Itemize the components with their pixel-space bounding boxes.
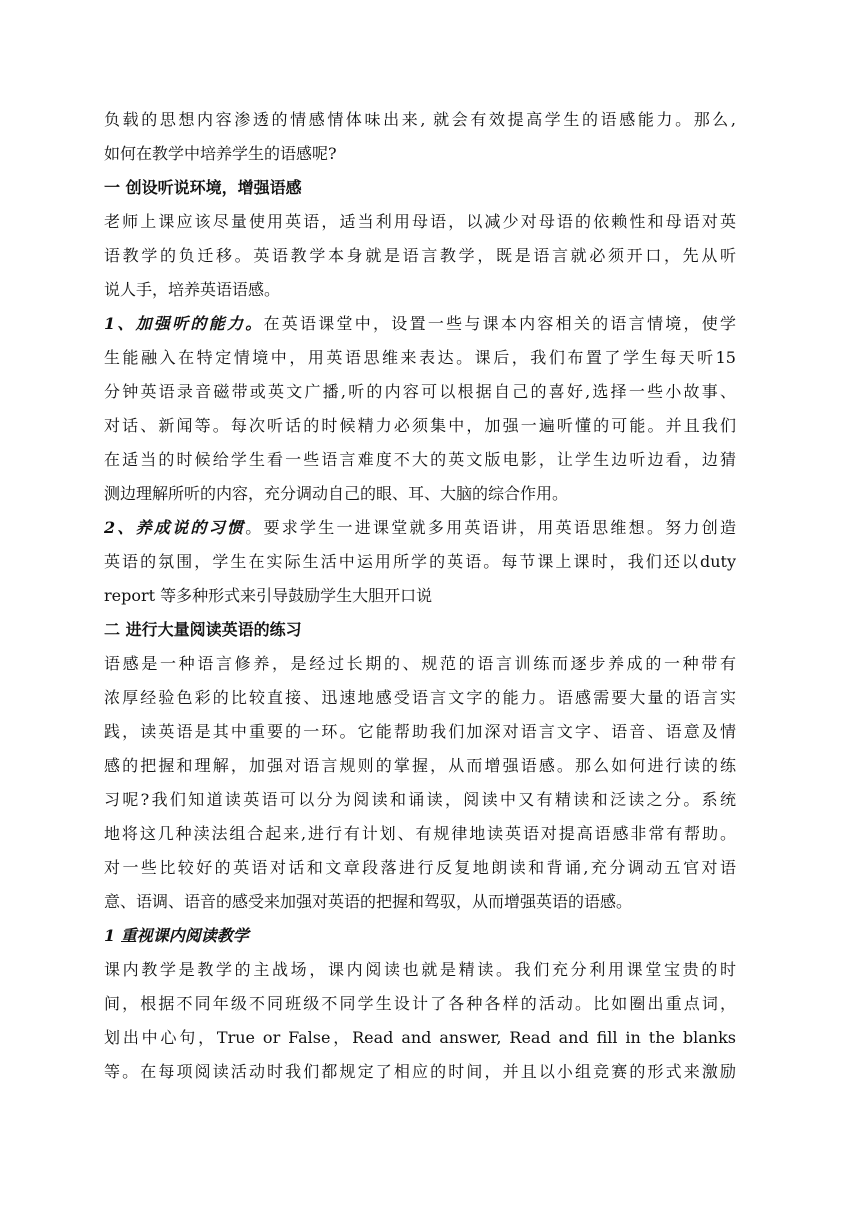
- subsection-line: [104, 518, 736, 538]
- paragraph-line: 习呢?我们知道读英语可以分为阅读和诵读，阅读中又有精读和泛读之分。系统: [104, 790, 736, 809]
- paragraph-line: 如何在教学中培养学生的语感呢?: [104, 144, 337, 163]
- paragraph-line: 分钟英语录音磁带或英文广播,听的内容可以根据自己的喜好,选择一些小故事、: [104, 382, 736, 401]
- paragraph-line: 在适当的时候给学生看一些语言难度不大的英文版电影，让学生边听边看，边猜: [104, 450, 736, 469]
- paragraph-text: 。要求学生一进课堂就多用英语讲，用英语思维想。努力创造: [245, 518, 736, 537]
- subsection-heading: 1 重视课内阅读教学: [104, 926, 249, 945]
- subsection-label: 1、加强听的能力。: [104, 314, 264, 333]
- paragraph-text: 在英语课堂中，设置一些与课本内容相关的语言情境，使学: [263, 314, 736, 333]
- paragraph-line: 语教学的负迁移。英语教学本身就是语言教学，既是语言就必须开口，先从听: [104, 246, 736, 265]
- paragraph-line: 老师上课应该尽量使用英语，适当利用母语，以减少对母语的依赖性和母语对英: [104, 212, 736, 231]
- paragraph-line: 对话、新闻等。每次听话的时候精力必须集中，加强一遍听懂的可能。并且我们: [104, 416, 736, 435]
- section-heading: 二 进行大量阅读英语的练习: [104, 620, 302, 639]
- paragraph-line: 践，读英语是其中重要的一环。它能帮助我们加深对语言文字、语音、语意及情: [104, 722, 736, 741]
- paragraph-line: 生能融入在特定情境中，用英语思维来表达。课后，我们布置了学生每天听15: [104, 348, 736, 367]
- section-heading: 一 创设听说环境，增强语感: [104, 178, 302, 197]
- paragraph-line: 感的把握和理解，加强对语言规则的掌握，从而增强语感。那么如何进行读的练: [104, 756, 736, 775]
- paragraph-line: 划出中心句，True or False，Read and answer, Read and fill in the blanks: [104, 1028, 736, 1047]
- paragraph-line: 地将这几种渎法组合起来,进行有计划、有规律地读英语对提高语感非常有帮助。: [104, 824, 736, 843]
- subsection-label: 2、养成说的习惯: [104, 518, 246, 537]
- paragraph-line: 负载的思想内容渗透的情感情体味出来, 就会有效提高学生的语感能力。那么,: [104, 110, 736, 129]
- paragraph-line: 等。在每项阅读活动时我们都规定了相应的时间，并且以小组竞赛的形式来激励: [104, 1062, 736, 1081]
- paragraph-line: 对一些比较好的英语对话和文章段落进行反复地朗读和背诵,充分调动五官对语: [104, 858, 736, 877]
- paragraph-line: 意、语调、语音的感受来加强对英语的把握和驾驭，从而增强英语的语感。: [104, 892, 633, 911]
- paragraph-line: 间，根据不同年级不同班级不同学生设计了各种各样的活动。比如圈出重点词，: [104, 994, 736, 1013]
- paragraph-line: 测边理解所听的内容，充分调动自己的眼、耳、大脑的综合作用。: [104, 484, 569, 503]
- paragraph-line: 浓厚经验色彩的比较直接、迅速地感受语言文字的能力。语感需要大量的语言实: [104, 688, 736, 707]
- paragraph-line: 课内教学是教学的主战场，课内阅读也就是精读。我们充分利用课堂宝贵的时: [104, 960, 736, 979]
- paragraph-line: report 等多种形式来引导鼓励学生大胆开口说: [104, 586, 433, 605]
- paragraph-line: 英语的氛围，学生在实际生活中运用所学的英语。每节课上课时，我们还以duty: [104, 552, 736, 571]
- paragraph-line: 说人手，培养英语语感。: [104, 280, 281, 299]
- paragraph-line: 语感是一种语言修养，是经过长期的、规范的语言训练而逐步养成的一种带有: [104, 654, 736, 673]
- subsection-line: [104, 314, 736, 334]
